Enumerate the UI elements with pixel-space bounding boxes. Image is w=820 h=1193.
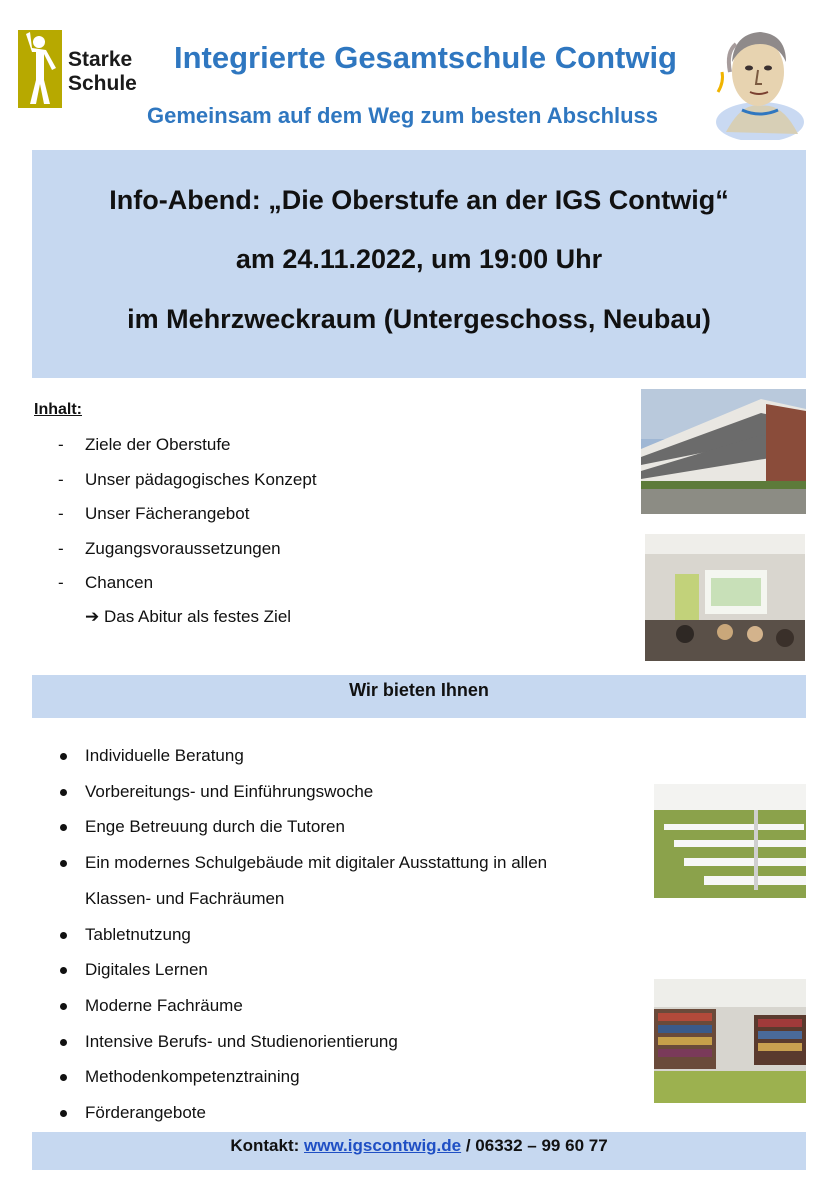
list-item: - Zugangsvoraussetzungen	[58, 538, 281, 558]
bullet-icon	[60, 860, 67, 867]
list-item-label: Individuelle Beratung	[85, 746, 244, 765]
bullet-icon	[60, 789, 67, 796]
bullet-icon	[60, 1074, 67, 1081]
event-location: im Mehrzweckraum (Untergeschoss, Neubau)	[127, 304, 711, 334]
list-item	[58, 917, 547, 953]
starke-schule-logo	[18, 30, 150, 108]
bullet-icon	[60, 753, 67, 760]
list-item-label: Unser Fächerangebot	[85, 504, 250, 523]
logo-text	[68, 48, 137, 96]
list-item-continuation	[58, 881, 547, 917]
contact-bar	[32, 1132, 806, 1170]
school-title: Integrierte Gesamtschule Contwig	[174, 40, 677, 75]
list-item-label: Klassen- und Fachräumen	[85, 888, 285, 908]
bullet-icon	[60, 1003, 67, 1010]
classroom-photo	[654, 784, 806, 898]
inhalt-heading: Inhalt:	[34, 401, 82, 418]
list-item-label: Methodenkompetenztraining	[85, 1067, 300, 1087]
list-item: - Ziele der Oberstufe	[58, 435, 231, 454]
list-item-label: Zugangsvoraussetzungen	[85, 538, 281, 558]
bullet-icon	[60, 1110, 67, 1117]
contact-line	[32, 1132, 806, 1160]
bullet-icon	[60, 1039, 67, 1046]
offer-list	[58, 738, 547, 1131]
list-item-label: Moderne Fachräume	[85, 995, 243, 1015]
list-item	[58, 809, 547, 845]
inhalt-list	[58, 432, 317, 605]
list-item: - Unser Fächerangebot	[58, 504, 250, 523]
bullet-icon	[60, 932, 67, 939]
list-item: - Unser pädagogisches Konzept	[58, 469, 317, 489]
event-banner	[32, 150, 806, 378]
school-building-photo	[641, 389, 806, 514]
abitur-goal-item	[85, 604, 291, 630]
list-item-label: Tabletnutzung	[85, 924, 191, 944]
contact-label: Kontakt:	[230, 1136, 300, 1155]
contact-phone: / 06332 – 99 60 77	[465, 1136, 608, 1155]
list-item-label: Ein modernes Schulgebäude mit digitaler Ausstattung in allen	[85, 853, 548, 873]
list-item-label: Förderangebote	[85, 1103, 206, 1123]
list-item	[58, 1024, 547, 1060]
presentation-room-photo	[645, 534, 805, 661]
arrow-right-icon: ➔	[85, 607, 100, 626]
website-link[interactable]: www.igscontwig.de	[304, 1136, 462, 1155]
list-item	[58, 988, 547, 1024]
list-item-label: Digitales Lernen	[85, 960, 208, 980]
list-item-label: Ziele der Oberstufe	[85, 435, 231, 454]
logo-figure-icon	[18, 30, 62, 108]
logo-text-line2: Schule	[68, 72, 137, 95]
logo-text-line1: Starke	[68, 48, 133, 71]
list-item: - Chancen	[58, 573, 154, 592]
event-title: Info-Abend: „Die Oberstufe an der IGS Contwig“	[109, 185, 729, 215]
list-item-label: Chancen	[85, 573, 154, 592]
offer-heading-bar	[32, 675, 806, 718]
library-photo	[654, 979, 806, 1103]
list-item	[58, 774, 547, 810]
list-item-label: Unser pädagogisches Konzept	[85, 469, 317, 489]
list-item-label: Vorbereitungs- und Einführungswoche	[85, 781, 374, 801]
bullet-icon	[60, 967, 67, 974]
list-item	[58, 1095, 547, 1131]
school-motto: Gemeinsam auf dem Weg zum besten Abschluss	[147, 103, 659, 128]
list-item	[58, 952, 547, 988]
list-item-label: Enge Betreuung durch die Tutoren	[85, 817, 345, 837]
list-item	[58, 738, 547, 774]
offer-heading: Wir bieten Ihnen	[349, 680, 489, 700]
list-item	[58, 845, 547, 881]
event-date: am 24.11.2022, um 19:00 Uhr	[235, 244, 603, 274]
portrait-illustration	[712, 22, 808, 140]
abitur-goal-label: Das Abitur als festes Ziel	[103, 607, 292, 626]
list-item	[58, 1059, 547, 1095]
bullet-icon	[60, 824, 67, 831]
list-item-label: Intensive Berufs- und Studienorientierung	[85, 1031, 398, 1051]
